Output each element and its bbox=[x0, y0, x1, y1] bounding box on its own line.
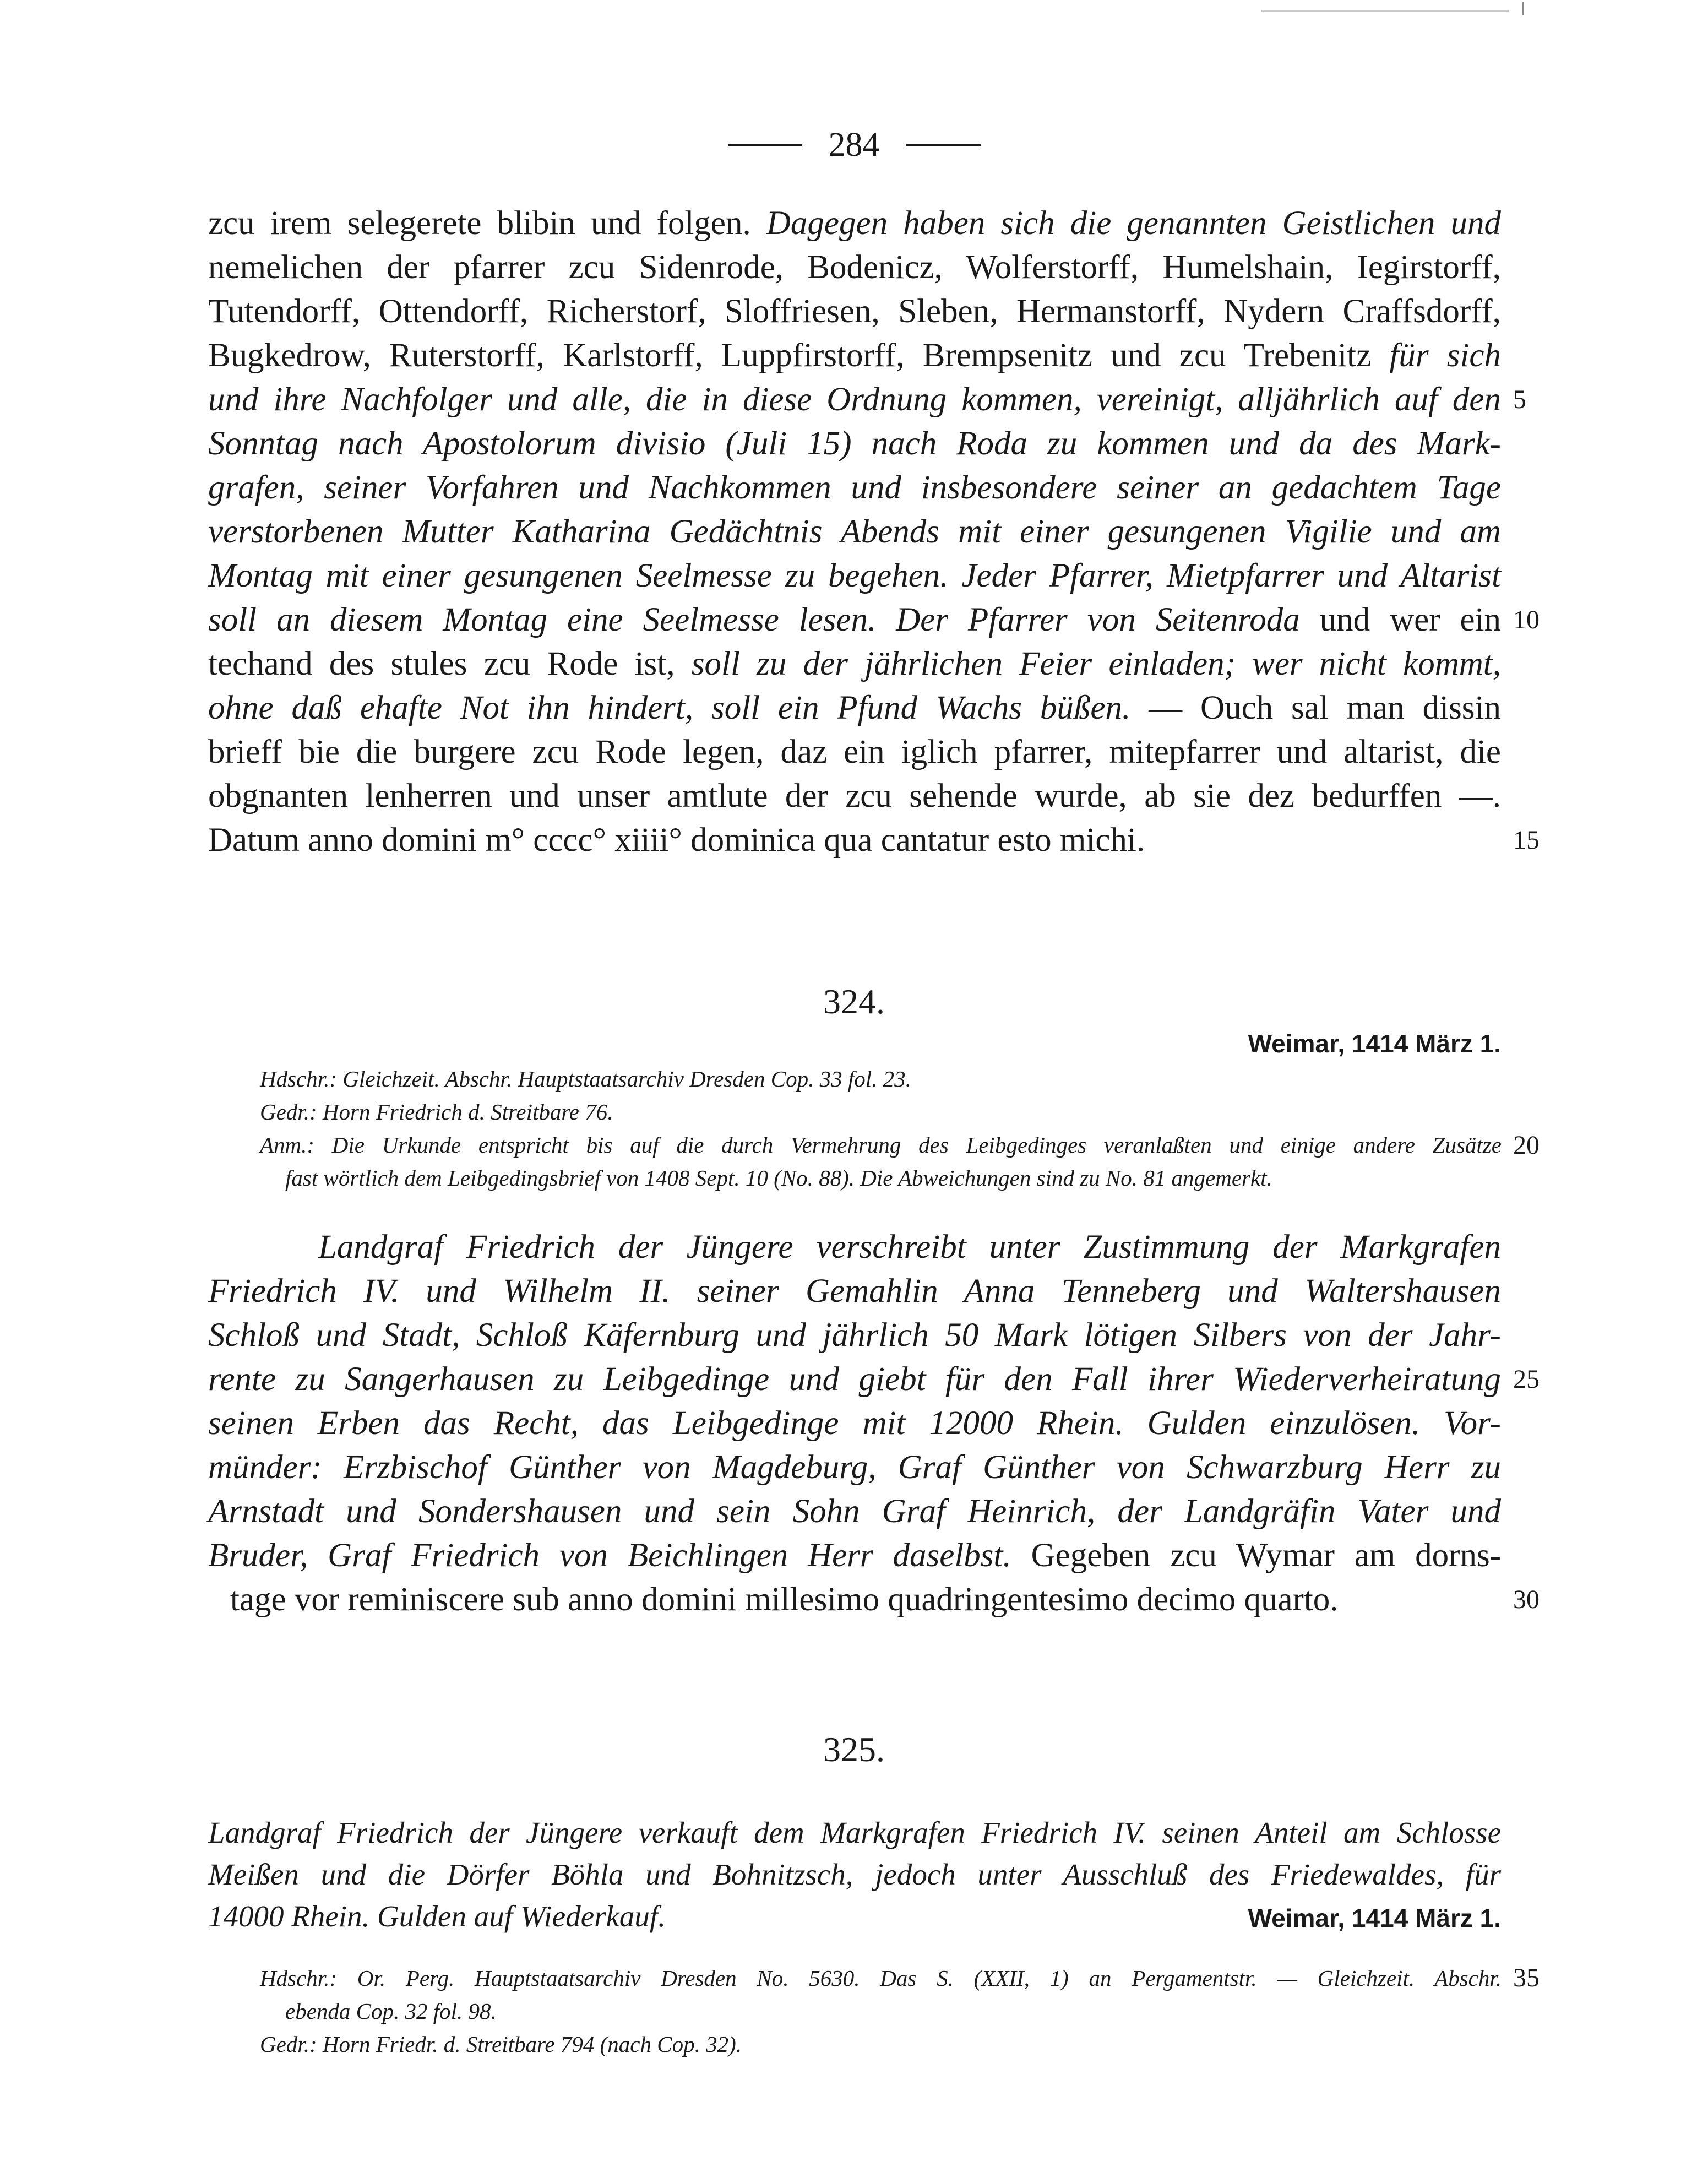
text-line: grafen, seiner Vorfahren und Nachkommen und insbesondere seiner an gedachtem Tage bbox=[208, 469, 1501, 506]
source-note: fast wörtlich dem Leibgedingsbrief von 1408 Sept. 10 (No. 88). Die Abweichungen sind zu No. 81 angemerkt. bbox=[285, 1165, 1272, 1191]
header-rule-right bbox=[906, 144, 981, 146]
line-number: 10 bbox=[1513, 605, 1540, 634]
text-line: soll an diesem Montag eine Seelmesse lesen. Der Pfarrer von Seitenroda und wer ein bbox=[208, 601, 1501, 638]
summary-line: Meißen und die Dörfer Böhla und Bohnitzsch, jedoch unter Ausschluß des Friedewaldes, für bbox=[208, 1858, 1501, 1891]
text-line: Datum anno domini m° cccc° xiiii° dominica qua cantatur esto michi. bbox=[208, 822, 1145, 859]
text-line: nemelichen der pfarrer zcu Sidenrode, Bodenicz, Wolferstorff, Humelshain, Iegirstorff, bbox=[208, 249, 1501, 286]
page-header bbox=[0, 126, 1708, 165]
summary-line: 14000 Rhein. Gulden auf Wiederkauf. bbox=[208, 1899, 666, 1933]
summary-line: münder: Erzbischof Günther von Magdeburg, Graf Günther von Schwarzburg Herr zu bbox=[208, 1449, 1501, 1486]
entry-number: 324. bbox=[823, 982, 885, 1021]
summary-line: Schloß und Stadt, Schloß Käfernburg und jährlich 50 Mark lötigen Silbers von der Jahr- bbox=[208, 1317, 1501, 1354]
summary-line: rente zu Sangerhausen zu Leibgedinge und giebt für den Fall ihrer Wiederverheiratung bbox=[208, 1361, 1501, 1398]
text-line: Montag mit einer gesungenen Seelmesse zu begehen. Jeder Pfarrer, Mietpfarrer und Altarist bbox=[208, 557, 1501, 594]
source-note: Hdschr.: Or. Perg. Hauptstaatsarchiv Dresden No. 5630. Das S. (XXII, 1) an Pergamentstr. — Gleichzeit. Abschr. bbox=[260, 1965, 1502, 1991]
text-line: zcu irem selegerete blibin und folgen. Dagegen haben sich die genannten Geistlichen und bbox=[208, 205, 1502, 242]
line-number: 35 bbox=[1513, 1963, 1540, 1992]
header-rule-left bbox=[728, 144, 802, 146]
line-number: 30 bbox=[1513, 1585, 1540, 1614]
scan-artifact bbox=[1522, 2, 1524, 15]
summary-line: seinen Erben das Recht, das Leibgedinge mit 12000 Rhein. Gulden einzulösen. Vor- bbox=[208, 1405, 1501, 1442]
text-line: techand des stules zcu Rode ist, soll zu der jährlichen Feier einladen; wer nicht kommt, bbox=[208, 645, 1502, 682]
page-number: 284 bbox=[828, 126, 880, 164]
scan-artifact bbox=[1261, 10, 1509, 12]
line-number: 25 bbox=[1513, 1365, 1540, 1394]
place-date: Weimar, 1414 März 1. bbox=[1248, 1029, 1501, 1058]
text-line: Tutendorff, Ottendorff, Richerstorf, Sloffriesen, Sleben, Hermanstorff, Nydern Craffsdorff, bbox=[208, 293, 1501, 330]
source-note: Anm.: Die Urkunde entspricht bis auf die durch Vermehrung des Leibgedinges veranlaßten und einige andere Zusätze bbox=[260, 1132, 1502, 1158]
entry-number: 325. bbox=[823, 1730, 885, 1769]
text-line: ohne daß ehafte Not ihn hindert, soll ein Pfund Wachs büßen. — Ouch sal man dissin bbox=[208, 689, 1501, 726]
summary-line: Landgraf Friedrich der Jüngere verschreibt unter Zustimmung der Markgrafen bbox=[318, 1229, 1501, 1266]
summary-line: Arnstadt und Sondershausen und sein Sohn Graf Heinrich, der Landgräfin Vater und bbox=[208, 1493, 1501, 1530]
text-line: obgnanten lenherren und unser amtlute der zcu sehende wurde, ab sie dez bedurffen —. bbox=[208, 778, 1501, 814]
summary-line: Bruder, Graf Friedrich von Beichlingen Herr daselbst. Gegeben zcu Wymar am dorns- bbox=[208, 1537, 1502, 1574]
place-date: Weimar, 1414 März 1. bbox=[1248, 1904, 1501, 1932]
line-number: 20 bbox=[1513, 1131, 1540, 1160]
text-line: Bugkedrow, Ruterstorff, Karlstorff, Luppfirstorff, Brempsenitz und zcu Trebenitz für sich bbox=[208, 337, 1502, 374]
line-number: 15 bbox=[1513, 826, 1540, 855]
summary-line: Landgraf Friedrich der Jüngere verkauft dem Markgrafen Friedrich IV. seinen Anteil am Schlosse bbox=[208, 1816, 1501, 1849]
source-note: ebenda Cop. 32 fol. 98. bbox=[285, 1999, 497, 2024]
summary-line: Friedrich IV. und Wilhelm II. seiner Gemahlin Anna Tenneberg und Waltershausen bbox=[208, 1273, 1501, 1310]
text-line: und ihre Nachfolger und alle, die in diese Ordnung kommen, vereinigt, alljährlich auf den bbox=[208, 381, 1501, 418]
text-line: Sonntag nach Apostolorum divisio (Juli 15) nach Roda zu kommen und da des Mark- bbox=[208, 425, 1501, 462]
summary-line: tage vor reminiscere sub anno domini millesimo quadringentesimo decimo quarto. bbox=[230, 1581, 1339, 1618]
text-line: verstorbenen Mutter Katharina Gedächtnis Abends mit einer gesungenen Vigilie und am bbox=[208, 513, 1501, 550]
source-note: Hdschr.: Gleichzeit. Abschr. Hauptstaatsarchiv Dresden Cop. 33 fol. 23. bbox=[260, 1066, 911, 1092]
text-line: brieff bie die burgere zcu Rode legen, daz ein iglich pfarrer, mitepfarrer und altarist, die bbox=[208, 734, 1501, 770]
line-number: 5 bbox=[1513, 385, 1526, 414]
source-note: Gedr.: Horn Friedrich d. Streitbare 76. bbox=[260, 1099, 613, 1125]
source-note: Gedr.: Horn Friedr. d. Streitbare 794 (nach Cop. 32). bbox=[260, 2032, 742, 2057]
